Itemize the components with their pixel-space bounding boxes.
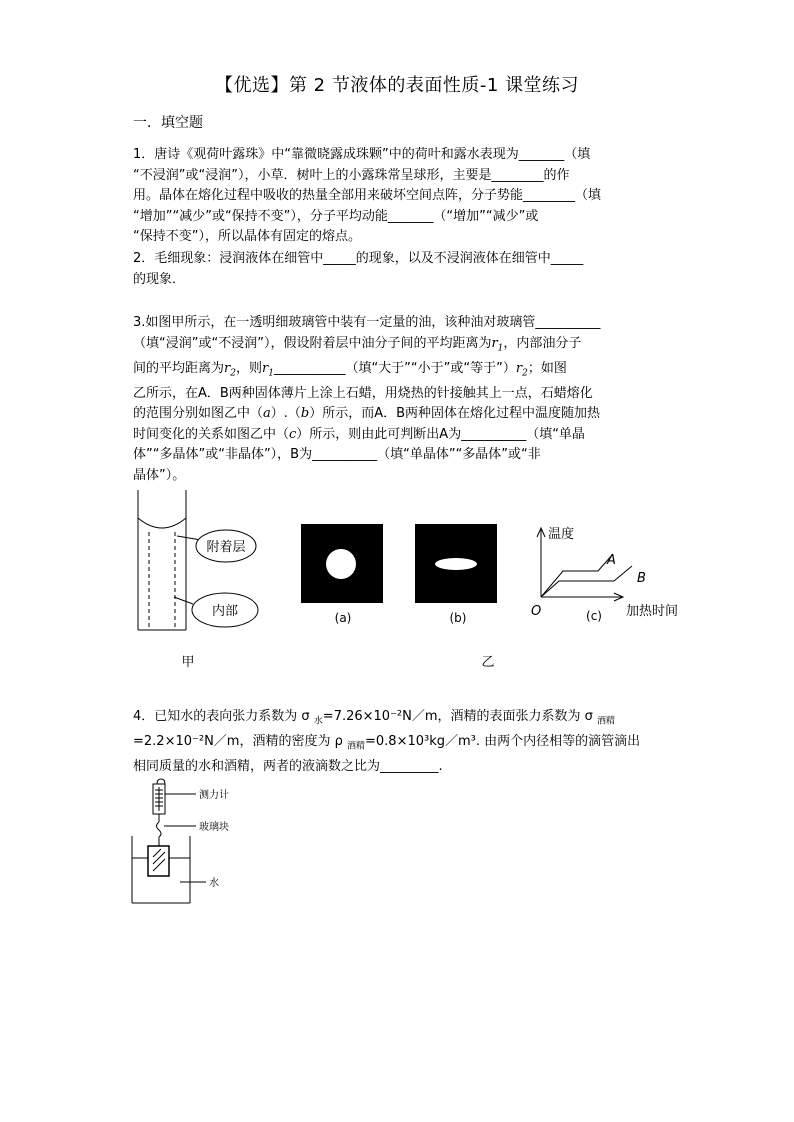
- q3-text: ）所示，而A．B两种固体在熔化过程中温度随加热: [309, 406, 601, 422]
- label-adhesion: 附着层: [206, 540, 246, 555]
- var-r1: $r_1$: [491, 335, 504, 354]
- var-a: a: [263, 406, 271, 422]
- q3-line: 乙所示，在A．B两种固体薄片上涂上石蜡，用烧热的针接触其上一点，石蜡熔化: [133, 385, 593, 401]
- section-heading: 一．填空题: [133, 115, 203, 131]
- curve-B-label: B: [637, 571, 646, 586]
- q4-text: 4．已知水的表向张力系数为 σ: [133, 709, 314, 724]
- var-b: b: [300, 406, 310, 422]
- sub-alcohol: 酒精: [597, 716, 616, 727]
- q1-line: “保持不变”），所以晶体有固定的熔点。: [133, 229, 361, 244]
- label-inner: 内部: [211, 604, 239, 619]
- page-title: 【优选】第 2 节液体的表面性质-1 课堂练习: [214, 75, 580, 96]
- q2-line: 2．毛细现象：浸润液体在细管中_____的现象，以及不浸润液体在细管中_____: [133, 251, 584, 266]
- axis-temp-label: 温度: [548, 527, 575, 542]
- q2-line: 的现象．: [133, 271, 186, 287]
- q4-text: =2.2×10⁻²N／m，酒精的密度为 ρ: [133, 734, 347, 750]
- var-r2: $r_2$: [515, 360, 528, 379]
- q3-text: （填“浸润”或“不浸润”），假设附着层中油分子间的平均距离为: [133, 335, 492, 351]
- caption-yi: 乙: [481, 655, 495, 670]
- q4-line: 相同质量的水和酒精，两者的液滴数之比为_________.: [133, 759, 443, 775]
- var-c: c: [289, 426, 297, 442]
- q3-text: ）.（: [270, 406, 301, 422]
- q3-text: ，内部油分子: [503, 335, 582, 351]
- label-water: 水: [209, 878, 219, 889]
- q3-line: 3.如图甲所示，在一透明细玻璃管中装有一定量的油，该种油对玻璃管__________: [133, 315, 601, 330]
- q3-line: 晶体”）。: [133, 467, 186, 483]
- sub-alcohol: 酒精: [346, 741, 365, 752]
- sub-water: 水: [313, 716, 323, 727]
- q3-text: ）所示，则由此可判断出A为__________（填“单晶: [296, 426, 585, 442]
- q3-text: ，则: [235, 360, 262, 376]
- label-glass: 玻璃块: [199, 822, 229, 833]
- var-r2: $r_2$: [224, 360, 236, 379]
- q1-line: 1．唐诗《观荷叶露珠》中“靠微晓露成珠颗”中的荷叶和露水表现为_______（填: [133, 147, 591, 162]
- curve-A-label: A: [607, 553, 616, 568]
- q1-line: “不浸润”或“浸润”），小草．树叶上的小露珠常呈球形，主要是________的作: [133, 167, 570, 183]
- q4-text: =0.8×10³kg／m³. 由两个内径相等的滴管滴出: [365, 734, 641, 750]
- q3-text: 的范围分别如图乙中（: [133, 406, 264, 422]
- axis-time-label: 加热时间: [626, 604, 679, 619]
- var-r1: $r_1$: [261, 360, 274, 379]
- spring-scale-icon: [153, 779, 196, 846]
- q1-line: “增加”“减少”或“保持不变”），分子平均动能_______（“增加”“减少”或: [133, 208, 539, 224]
- glass-block: [148, 846, 169, 876]
- q1-line: 用。晶体在熔化过程中吸收的热量全部用来破坏空间点阵，分子势能________（填: [133, 188, 602, 203]
- q4-text: =7.26×10⁻²N／m，酒精的表面张力系数为 σ: [322, 709, 598, 724]
- q3-line: 体”“多晶体”或“非晶体”），B为__________（填“单晶体”“多晶体”或“非: [133, 447, 541, 463]
- q3-text: ___________（填“大于”“小于”或“等于”）: [273, 360, 516, 376]
- q3-text: 间的平均距离为: [133, 360, 225, 376]
- caption-b: (b): [449, 611, 467, 625]
- caption-c: (c): [586, 609, 602, 623]
- origin-label: O: [531, 604, 542, 619]
- caption-jia: 甲: [181, 655, 195, 670]
- q3-text: 时间变化的关系如图乙中（: [133, 426, 290, 442]
- label-meter: 测力计: [199, 790, 229, 801]
- q3-text: ；如图: [527, 360, 567, 376]
- caption-a: (a): [334, 611, 352, 625]
